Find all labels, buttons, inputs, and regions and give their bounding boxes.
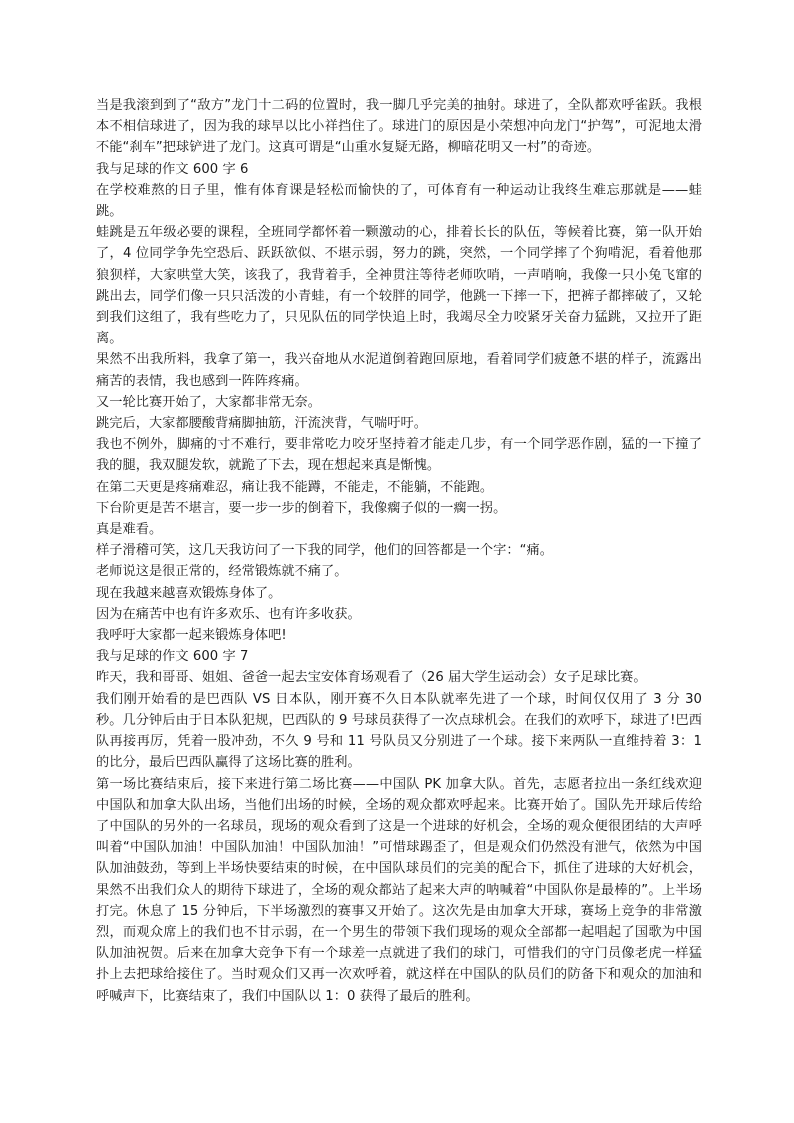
paragraph-classmates: 样子滑稽可笑，这几天我访问了一下我的同学，他们的回答都是一个字：“痛。 [96,543,553,559]
paragraph-love-exercise: 现在我越来越喜欢锻炼身体了。 [96,585,282,601]
paragraph-intro-frog-jump: 在学校难熬的日子里，惟有体育课是轻松而愉快的了，可体育有一种运动让我终生难忘那就是——蛙跳。 [96,182,702,220]
paragraph-ugly: 真是难看。 [96,522,163,538]
paragraph-football-goal: 当是我滚到到了“敌方”龙门十二码的位置时，我一脚几乎完美的抽射。球进了，全队都欢呼雀跃。我根本不相信球进了，因为我的球早以比小祥挡住了。球进门的原因是小荣想冲向龙门“护驾”，可泥地太滑不能“刹车”把球铲进了龙门。这真可谓是“山重水复疑无路，柳暗花明又一村”的奇迹。 [96,98,702,156]
essay-heading-6: 我与足球的作文 600 字 6 [96,161,249,177]
document-page [96,95,702,1007]
paragraph-brazil-japan: 我们刚开始看的是巴西队 VS 日本队，刚开赛不久日本队就率先进了一个球，时间仅仅用了 3 分 30 秒。几分钟后由于日本队犯规，巴西队的 9 号球员获得了一次点球机会。在我们的欢呼下，球进了!巴西队再接再厉，凭着一股冲劲，不久 9 号和 11 号队员又分别进了一个球。接下来两队一直维持着 3：1 的比分，最后巴西队赢得了这场比赛的胜利。 [96,691,702,771]
paragraph-stairs: 下台阶更是苦不堪言，要一步一步的倒着下，我像瘸子似的一瘸一拐。 [96,500,507,516]
paragraph-first-place: 果然不出我所料，我拿了第一，我兴奋地从水泥道倒着跑回原地，看着同学们疲惫不堪的样子，流露出痛苦的表情，我也感到一阵阵疼痛。 [96,352,702,389]
paragraph-call-to-exercise: 我呼吁大家都一起来锻炼身体吧! [96,628,287,644]
paragraph-womens-football: 昨天，我和哥哥、姐姐、爸爸一起去宝安体育场观看了（26 届大学生运动会）女子足球比赛。 [96,670,647,686]
paragraph-china-canada: 第一场比赛结束后，接下来进行第二场比赛——中国队 PK 加拿大队。首先，志愿者拉出一条红线欢迎中国队和加拿大队出场，当他们出场的时候，全场的观众都欢呼起来。比赛开始了。国队先开球后传给了中国队的另外的一名球员，现场的观众看到了这是一个进球的好机会，全场的观众便很团结的大声呼叫着“中国队加油！中国队加油！中国队加油！”可惜球踢歪了，但是观众们仍然没有泄气，依然为中国队加油鼓劲，等到上半场快要结束的时候，在中国队球员们的完美的配合下，抓住了进球的大好机会，果然不出我们众人的期待下球进了，全场的观众都站了起来大声的呐喊着“中国队你是最棒的”。上半场打完。休息了 15 分钟后，下半场激烈的赛事又开始了。这次先是由加拿大开球，赛场上竞争的非常激烈，而观众席上的我们也不甘示弱，在一个男生的带领下我们现场的观众全部都一起唱起了国歌为中国队加油祝贺。后来在加拿大竞争下有一个球差一点就进了我们的球门，可惜我们的守门员像老虎一样猛扑上去把球给接住了。当时观众们又再一次欢呼着，就这样在中国队的队员们的防备下和观众的加油和呼喊声下，比赛结束了，我们中国队以 1：0 获得了最后的胜利。 [96,776,702,1004]
paragraph-leg-pain: 我也不例外，脚痛的寸不难行，要非常吃力咬牙坚持着才能走几步，有一个同学恶作剧，猛的一下撞了我的腿，我双腿发软，就跪了下去，现在想起来真是惭愧。 [96,437,702,474]
paragraph-second-day: 在第二天更是疼痛难忍，痛让我不能蹲，不能走，不能躺，不能跑。 [96,479,494,495]
paragraph-frog-jump-race: 蛙跳是五年级必要的课程，全班同学都怀着一颗激动的心，排着长长的队伍，等候着比赛，第一队开始了，4 位同学争先空恐后、跃跃欲似、不堪示弱，努力的跳，突然，一个同学摔了个狗啃泥，看着他那狼狈样，大家哄堂大笑，该我了，我背着手，全神贯注等待老师吹哨，一声哨响，我像一只小兔飞窜的跳出去，同学们像一只只活泼的小青蛙，有一个较胖的同学，他跳一下摔一下，把裤子都摔破了，又轮到我们这组了，我有些吃力了，只见队伍的同学快追上时，我竭尽全力咬紧牙关奋力猛跳，又拉开了距离。 [96,225,702,347]
paragraph-joy-in-pain: 因为在痛苦中也有许多欢乐、也有许多收获。 [96,606,361,622]
paragraph-teacher: 老师说这是很正常的，经常锻炼就不痛了。 [96,564,348,580]
paragraph-next-round: 又一轮比赛开始了，大家都非常无奈。 [96,394,322,410]
paragraph-after-jump: 跳完后，大家都腰酸背痛脚抽筋，汗流浃背，气喘吁吁。 [96,416,427,432]
essay-heading-7: 我与足球的作文 600 字 7 [96,649,249,665]
